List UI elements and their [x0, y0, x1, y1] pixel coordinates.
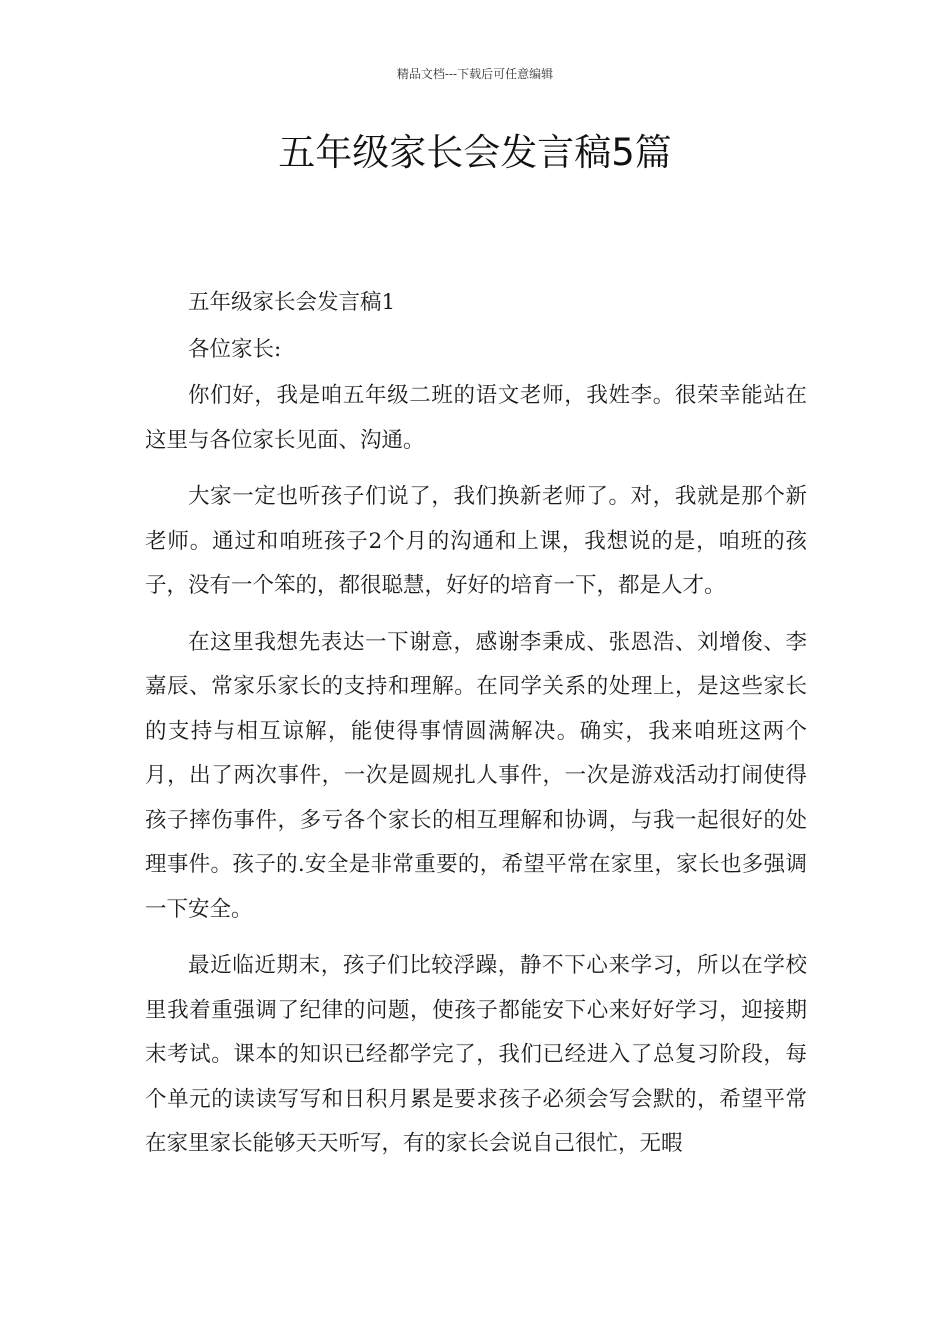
- paragraph: 你们好，我是咱五年级二班的语文老师，我姓李。很荣幸能站在这里与各位家长见面、沟通。: [145, 383, 807, 453]
- paragraph: 在这里我想先表达一下谢意，感谢李秉成、张恩浩、刘增俊、李嘉辰、常家乐家长的支持和理解。在同学关系的处理上，是这些家长的支持与相互谅解，能使得事情圆满解决。确实，我来咱班这两个月，出了两次事件，一次是圆规扎人事件，一次是游戏活动打闹使得孩子摔伤事件，多亏各个家长的相互理解和协调，与我一起很好的处理事件。孩子的.安全是非常重要的，希望平常在家里，家长也多强调一下安全。: [145, 629, 807, 922]
- document-body: [145, 281, 807, 1169]
- document-title: 五年级家长会发言稿5篇: [278, 131, 672, 174]
- paragraph: 最近临近期末，孩子们比较浮躁，静不下心来学习，所以在学校里我着重强调了纪律的问题，使孩子都能安下心来好好学习，迎接期末考试。课本的知识已经都学完了，我们已经进入了总复习阶段，每个单元的读读写写和日积月累是要求孩子必须会写会默的，希望平常在家里家长能够天天听写，有的家长会说自己很忙，无暇: [145, 953, 807, 1156]
- paragraph: 大家一定也听孩子们说了，我们换新老师了。对，我就是那个新老师。通过和咱班孩子2个月的沟通和上课，我想说的是，咱班的孩子，没有一个笨的，都很聪慧，好好的培育一下，都是人才。: [145, 484, 807, 598]
- salutation: 各位家长:: [188, 336, 282, 362]
- section-heading: 五年级家长会发言稿1: [188, 290, 396, 315]
- header-note: 精品文档---下载后可任意编辑: [396, 67, 554, 81]
